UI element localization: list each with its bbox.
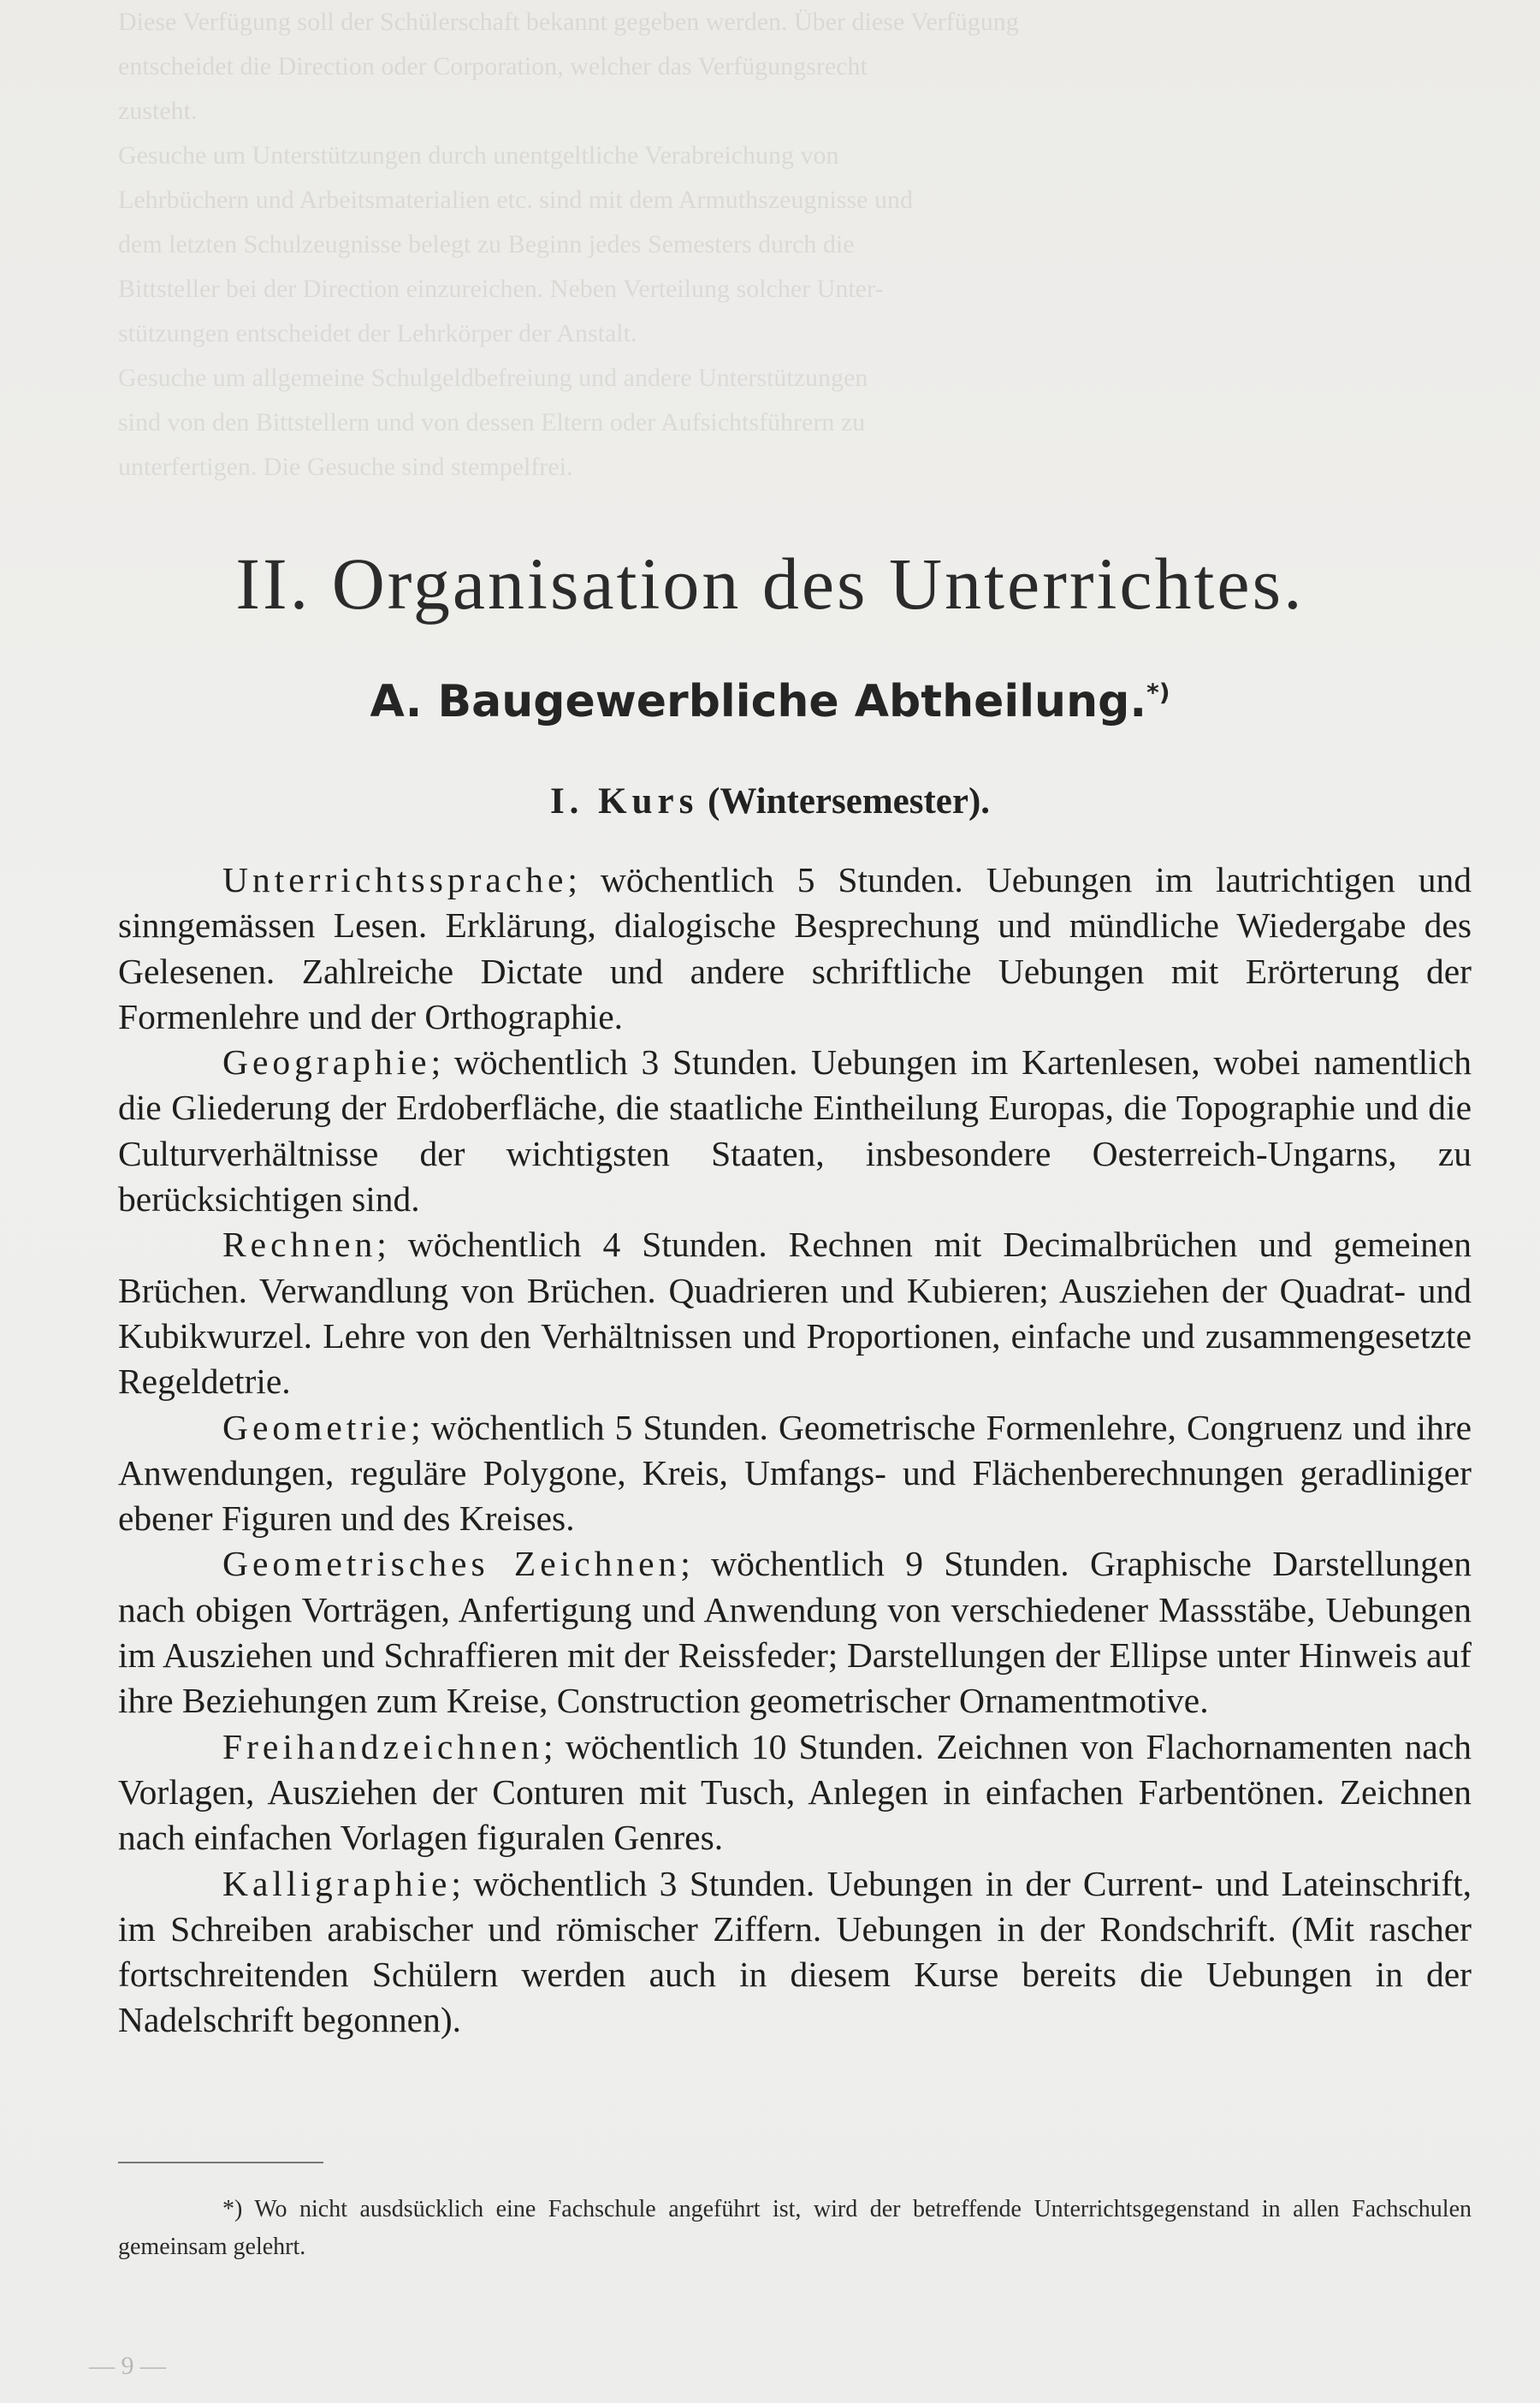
paragraph-kalligraphie — [118, 1861, 1472, 2044]
paragraph-geographie — [118, 1040, 1472, 1222]
subject-text: ; wöchentlich 5 Stunden. Geometrische Formenlehre, Congruenz und ihre Anwendungen, reguläre Polygone, Kreis, Umfangs- und Flächenberechnungen geradliniger ebener Figuren und des Kreises. — [118, 1407, 1472, 1539]
bleed-line: zusteht. — [118, 97, 198, 125]
bleed-line: Bittsteller bei der Direction einzureichen. Neben Verteilung solcher Unter- — [118, 275, 884, 303]
subject-term: Unterrichtssprache — [222, 860, 568, 899]
subject-text: ; wöchentlich 10 Stunden. Zeichnen von Flachornamenten nach Vorlagen, Ausziehen der Conturen mit Tusch, Anlegen in einfachen Farbentönen. Zeichnen nach einfachen Vorlagen figuralen Genres. — [118, 1726, 1472, 1858]
bleed-line: stützungen entscheidet der Lehrkörper der Anstalt. — [118, 319, 637, 347]
subject-text: ; wöchentlich 4 Stunden. Rechnen mit Decimalbrüchen und gemeinen Brüchen. Verwandlung von Brüchen. Quadrieren und Kubieren; Ausziehen der Quadrat- und Kubikwurzel. Lehre von den Verhältnissen und Proportionen, einfache und zusammengesetzte Regeldetrie. — [118, 1225, 1472, 1402]
subject-text: ; wöchentlich 5 Stunden. Uebungen im lautrichtigen und sinngemässen Lesen. Erklärung, dialogische Besprechung und mündliche Wiedergabe des Gelesenen. Zahlreiche Dictate und andere schriftliche Uebungen mit Erörterung der Formenlehre und der Orthographie. — [118, 860, 1472, 1036]
paragraph-geometrisches-zeichnen — [118, 1541, 1472, 1724]
subject-text: ; wöchentlich 9 Stunden. Graphische Darstellungen nach obigen Vorträgen, Anfertigung und Anwendung von verschiedener Massstäbe, Uebungen im Ausziehen und Schraffieren mit der Reissfeder; Darstellungen der Ellipse unter Hinweis auf ihre Beziehungen zum Kreise, Construction geometrischer Ornamentmotive. — [118, 1544, 1472, 1721]
bleed-line: Gesuche um allgemeine Schulgeldbefreiung und andere Unterstützungen — [118, 364, 868, 392]
footnote-divider — [118, 2162, 323, 2163]
bleed-line: Lehrbüchern und Arbeitsmaterialien etc. sind mit dem Armuthszeugnisse und — [118, 186, 913, 214]
paragraph-rechnen — [118, 1222, 1472, 1404]
subject-term: Geometrisches Zeichnen — [222, 1544, 681, 1584]
section-subtitle — [0, 676, 1540, 727]
page-number: — 9 — — [89, 2352, 166, 2380]
course-semester: (Wintersemester). — [708, 781, 991, 822]
course-term: I. Kurs — [549, 781, 699, 822]
footnote: *) Wo nicht ausdsücklich eine Fachschule angeführt ist, wird der betreffende Unterrichtsgegenstand in allen Fachschulen gemeinsam gelehrt. — [118, 2196, 1472, 2260]
course-body — [118, 857, 1472, 2044]
bleed-through-text — [118, 0, 1470, 490]
bleed-line: Diese Verfügung soll der Schülerschaft bekannt gegeben werden. Über diese Verfügung — [118, 8, 1019, 36]
subject-text: ; wöchentlich 3 Stunden. Uebungen im Kartenlesen, wobei namentlich die Gliederung der Erdoberfläche, die staatliche Eintheilung Europas, die Topographie und die Culturverhältnisse der wichtigsten Staaten, insbesondere Oesterreich-Ungarns, zu berücksichtigen sind. — [118, 1042, 1472, 1219]
subject-term: Geographie — [222, 1042, 431, 1083]
course-heading — [0, 780, 1540, 822]
paragraph-freihandzeichnen — [118, 1724, 1472, 1861]
subject-term: Rechnen — [222, 1225, 377, 1265]
subject-term: Kalligraphie — [222, 1863, 452, 1903]
bleed-line: entscheidet die Direction oder Corporation, welcher das Verfügungsrecht — [118, 52, 868, 80]
subtitle-text: A. Baugewerbliche Abtheilung. — [370, 676, 1147, 727]
section-title: II. Organisation des Unterrichtes. — [235, 543, 1305, 625]
subject-term: Freihandzeichnen — [222, 1726, 543, 1766]
bleed-line: unterfertigen. Die Gesuche sind stempelfrei. — [118, 453, 573, 481]
subject-term: Geometrie — [222, 1407, 412, 1447]
bleed-line: sind von den Bittstellern und von dessen Eltern oder Aufsichtsführern zu — [118, 408, 866, 436]
bleed-line: dem letzten Schulzeugnisse belegt zu Beginn jedes Semesters durch die — [118, 230, 855, 258]
bleed-line: Gesuche um Unterstützungen durch unentgeltliche Verabreichung von — [118, 141, 839, 169]
footnote-marker: *) — [1146, 678, 1170, 707]
paragraph-unterrichtssprache — [118, 857, 1472, 1040]
subject-text: ; wöchentlich 3 Stunden. Uebungen in der Current- und Lateinschrift, im Schreiben arabischer und römischer Ziffern. Uebungen in der Rondschrift. (Mit rascher fortschreitenden Schülern werden auch in diesem Kurse bereits die Uebungen in der Nadelschrift begonnen). — [118, 1863, 1472, 2040]
paragraph-geometrie — [118, 1405, 1472, 1542]
